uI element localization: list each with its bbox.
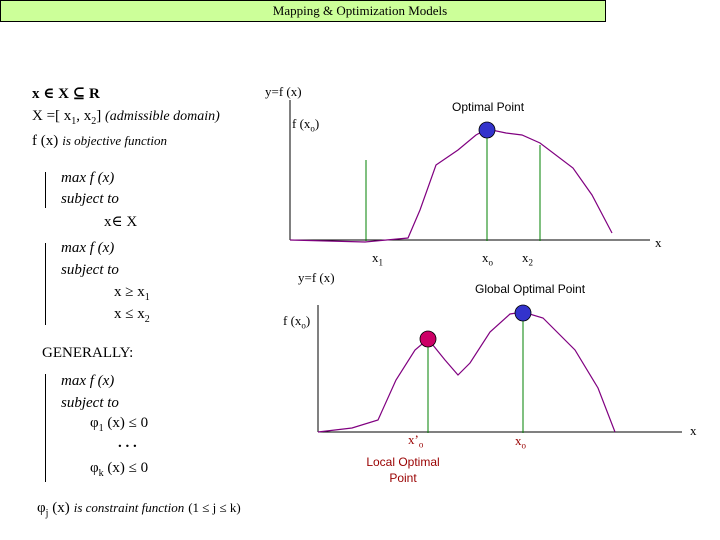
admissible-text: (admissible domain) <box>105 109 220 124</box>
bottom-xo-label <box>515 433 526 451</box>
top-optimal-point <box>479 122 495 138</box>
domain-set: x ∈ X ⊆ R <box>32 86 100 102</box>
local-optimal-label-1: Local Optimal <box>366 455 440 469</box>
bottom-xpo: x’ <box>408 432 419 447</box>
problem2-c2-text: x ≤ x <box>114 306 145 322</box>
generally-subject: subject to <box>61 395 119 411</box>
objective-f: f (x) <box>32 133 59 149</box>
top-yfunc-label: y=f (x) <box>265 84 302 99</box>
problem1-constraint: x∈ X <box>104 214 138 230</box>
bottom-xpo-label <box>408 432 423 450</box>
generally-dots: . . . <box>118 435 137 451</box>
problem1-subject: subject to <box>61 191 119 207</box>
top-xo-sub: o <box>488 257 493 268</box>
global-optimal-point <box>515 305 531 321</box>
top-x1-sub: 1 <box>378 257 383 268</box>
objective-text: is objective function <box>62 133 167 148</box>
footnote-rest: (x) <box>48 500 70 516</box>
footnote-phi: φ <box>37 500 46 516</box>
top-x1-label <box>372 250 383 268</box>
problem2-c1-text: x ≥ x <box>114 284 145 300</box>
phik-sub: k <box>98 468 104 479</box>
top-xo: x <box>482 250 489 265</box>
top-curve <box>290 129 612 242</box>
interval-prefix: X =[ x <box>32 108 72 124</box>
bottom-fxo-label <box>283 313 310 331</box>
top-fx-sub: o <box>310 123 315 134</box>
top-x2-sub: 2 <box>528 257 533 268</box>
page-title: Mapping & Optimization Models <box>272 3 448 18</box>
top-x2: x <box>522 250 529 265</box>
phik-symbol: φ <box>90 460 99 476</box>
bottom-curve <box>318 312 615 432</box>
optimal-point-label: Optimal Point <box>452 100 525 114</box>
local-optimal-point <box>420 331 436 347</box>
top-fxo-label <box>292 116 319 134</box>
problem2-c1-sub: 1 <box>144 292 150 303</box>
interval-mid: , x <box>76 108 92 124</box>
problem2-max: max f (x) <box>61 240 115 256</box>
bottom-fx-sub: o <box>301 320 306 331</box>
footnote-italic: is constraint function <box>73 500 185 515</box>
phi1-symbol: φ <box>90 415 99 431</box>
top-x1: x <box>372 250 379 265</box>
bottom-xpo-sub: o <box>418 439 424 450</box>
phi1-sub: 1 <box>98 423 104 434</box>
interval-sub2: 2 <box>91 116 97 127</box>
generally-heading: GENERALLY: <box>42 345 134 361</box>
global-optimal-label: Global Optimal Point <box>475 282 586 296</box>
top-fx: f (x <box>292 116 311 131</box>
bottom-xo: x <box>515 433 522 448</box>
footnote-sub: j <box>45 508 49 520</box>
top-x-axis-label: x <box>655 235 662 250</box>
bottom-xo-sub: o <box>521 440 526 451</box>
problem1-max: max f (x) <box>61 170 115 186</box>
bottom-x-axis-label: x <box>690 423 697 438</box>
bottom-fx-end: ) <box>305 313 311 328</box>
top-xo-label <box>482 250 493 268</box>
generally-max: max f (x) <box>61 373 115 389</box>
local-optimal-label-2: Point <box>389 471 417 485</box>
top-x2-label <box>522 250 533 268</box>
bottom-yfunc-label: y=f (x) <box>298 270 335 285</box>
top-fx-end: ) <box>314 116 320 131</box>
interval-end: ] <box>96 108 102 124</box>
phik-rest: (x) ≤ 0 <box>103 460 149 476</box>
problem2-subject: subject to <box>61 262 119 278</box>
phi1-rest: (x) ≤ 0 <box>103 415 149 431</box>
bottom-fx: f (x <box>283 313 302 328</box>
interval-sub1: 1 <box>71 116 77 127</box>
footnote-range: (1 ≤ j ≤ k) <box>188 500 241 515</box>
problem2-c2-sub: 2 <box>144 314 150 325</box>
